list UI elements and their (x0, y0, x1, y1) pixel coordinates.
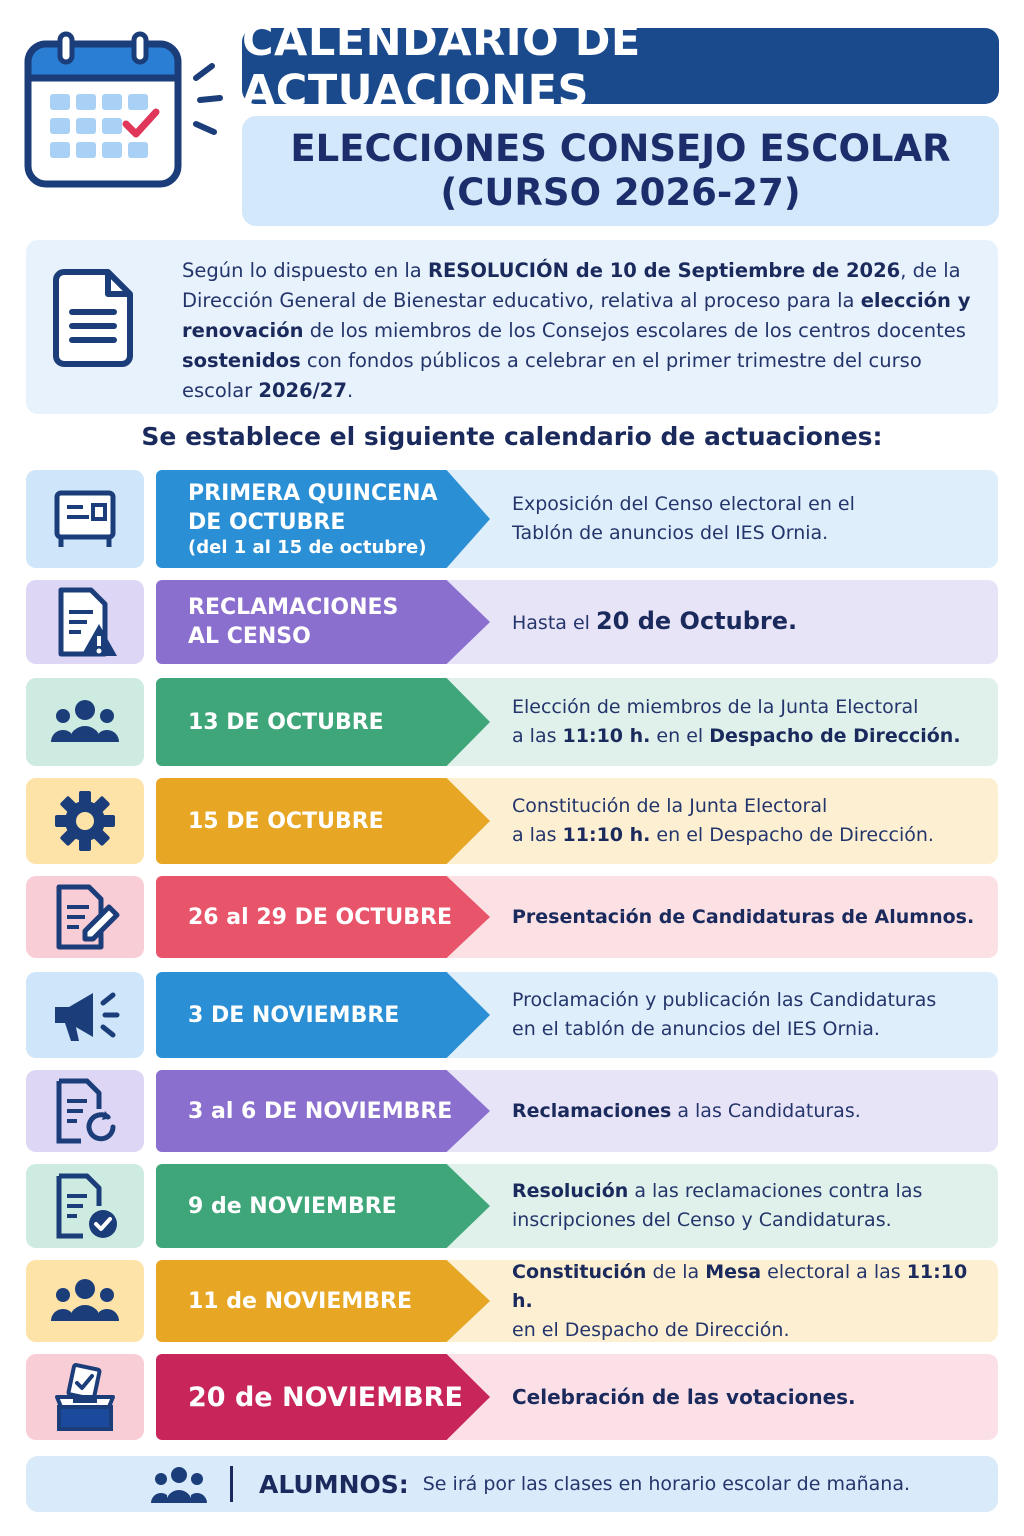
document-warning-icon (26, 580, 144, 664)
date-text: 3 DE NOVIEMBRE (188, 1002, 400, 1028)
intro-bold: sostenidos (182, 349, 301, 372)
desc-part: Hasta el (512, 611, 596, 634)
row-description (512, 1070, 984, 1152)
desc-line (512, 1097, 984, 1126)
desc-part: a las (512, 725, 563, 747)
row-description (512, 580, 984, 664)
date-label (188, 1354, 468, 1440)
calendar-row (26, 1070, 998, 1152)
intro-bold: 2026/27 (258, 379, 347, 402)
footer-label: ALUMNOS: (259, 1469, 409, 1499)
desc-bold: Constitución (512, 1260, 647, 1283)
desc-line (512, 1177, 984, 1206)
date-text: 26 al 29 DE OCTUBRE (188, 904, 452, 930)
deadline-date: 20 de Octubre. (595, 606, 798, 635)
calendar-row (26, 876, 998, 958)
desc-line: Tablón de anuncios del IES Ornia. (512, 522, 829, 544)
subtitle-line: ELECCIONES CONSEJO ESCOLAR (290, 127, 951, 170)
row-description (512, 1164, 984, 1248)
document-icon (44, 264, 144, 370)
intro-part: . (346, 379, 354, 402)
page-subtitle (242, 116, 999, 226)
desc-part: electoral a las (761, 1260, 907, 1283)
row-description (512, 1354, 984, 1440)
calendar-row (26, 778, 998, 864)
desc-bold: Resolución (512, 1180, 629, 1202)
notice-board-icon (26, 470, 144, 568)
desc-time: 11:10 h. (512, 1260, 968, 1312)
intro-part: Según lo dispuesto en la (182, 259, 428, 282)
desc-part: a las (512, 824, 563, 846)
document-refresh-icon (26, 1070, 144, 1152)
intro-bold: elección y renovación (182, 289, 971, 342)
desc-time: 11:10 h. (562, 725, 651, 747)
date-label (188, 1164, 468, 1248)
calendar-row (26, 1260, 998, 1342)
row-description (512, 1260, 984, 1342)
subtitle-line: (CURSO 2026-27) (440, 171, 801, 214)
desc-time: 11:10 h. (562, 824, 651, 846)
date-range-text: (del 1 al 15 de octubre) (188, 537, 427, 558)
calendar-row (26, 1164, 998, 1248)
date-text: AL CENSO (188, 624, 311, 649)
intro-box (26, 240, 998, 414)
desc-line (512, 821, 984, 850)
footer-text: Se irá por las clases en horario escolar de mañana. (422, 1473, 911, 1495)
date-label (188, 876, 468, 958)
intro-part: con fondos públicos a celebrar en el primer trimestre del curso escolar (182, 349, 922, 402)
megaphone-icon (26, 972, 144, 1058)
desc-place: Despacho de Dirección. (709, 725, 961, 747)
desc-line (512, 607, 984, 638)
desc-part: en el Despacho de Dirección. (650, 824, 934, 846)
intro-part: , de la Dirección General de Bienestar educativo, relativa al proceso para la (182, 259, 961, 312)
desc-part: en el (650, 725, 710, 747)
desc-bold: Reclamaciones (512, 1099, 672, 1122)
date-text: 3 al 6 DE NOVIEMBRE (188, 1098, 453, 1124)
desc-line: Proclamación y publicación las Candidaturas (512, 989, 937, 1011)
desc-bold: Mesa (705, 1260, 762, 1283)
calendar-row (26, 470, 998, 568)
desc-line: en el tablón de anuncios del IES Ornia. (512, 1018, 880, 1040)
edit-document-icon (26, 876, 144, 958)
date-label (188, 678, 468, 766)
group-icon (150, 1463, 208, 1505)
date-label (188, 1260, 468, 1342)
date-text: 11 de NOVIEMBRE (188, 1288, 412, 1314)
group-icon (26, 678, 144, 766)
row-description (512, 678, 984, 766)
desc-part: a las Candidaturas. (671, 1099, 861, 1122)
calendar-row (26, 678, 998, 766)
desc-line: Elección de miembros de la Junta Electoral (512, 696, 919, 718)
page-title: CALENDARIO DE ACTUACIONES (242, 28, 999, 104)
row-description (512, 876, 984, 958)
calendar-row (26, 972, 998, 1058)
date-text: RECLAMACIONES (188, 595, 399, 620)
row-description (512, 972, 984, 1058)
desc-line: Presentación de Candidaturas de Alumnos. (512, 905, 975, 928)
calendar-row (26, 1354, 998, 1440)
intro-part: de los miembros de los Consejos escolares de los centros docentes (303, 319, 966, 342)
date-text: 20 de NOVIEMBRE (188, 1381, 463, 1413)
date-text: PRIMERA QUINCENA (188, 481, 438, 506)
desc-line: Exposición del Censo electoral en el (512, 493, 855, 515)
date-label (188, 580, 468, 664)
desc-line: inscripciones del Censo y Candidaturas. (512, 1209, 892, 1231)
divider (230, 1466, 233, 1502)
desc-line: Celebración de las votaciones. (512, 1384, 856, 1409)
intro-text (182, 256, 990, 406)
desc-line (512, 1258, 984, 1316)
date-text: 15 DE OCTUBRE (188, 808, 384, 834)
document-check-icon (26, 1164, 144, 1248)
resolution-reference: RESOLUCIÓN de 10 de Septiembre de 2026 (427, 259, 901, 282)
date-label (188, 778, 468, 864)
group-icon (26, 1260, 144, 1342)
calendar-lead: Se establece el siguiente calendario de actuaciones: (141, 422, 883, 451)
desc-line (512, 722, 984, 751)
date-label (188, 470, 468, 568)
desc-line: en el Despacho de Dirección. (512, 1318, 790, 1341)
date-text: 13 DE OCTUBRE (188, 709, 384, 735)
desc-part: de la (646, 1260, 706, 1283)
ballot-box-icon (26, 1354, 144, 1440)
desc-part: a las reclamaciones contra las (628, 1180, 923, 1202)
date-text: DE OCTUBRE (188, 510, 346, 535)
row-description (512, 470, 984, 568)
date-label (188, 1070, 468, 1152)
date-text: 9 de NOVIEMBRE (188, 1193, 397, 1219)
footer-note (26, 1456, 998, 1512)
gear-icon (26, 778, 144, 864)
calendar-row (26, 580, 998, 664)
calendar-icon (22, 26, 232, 196)
date-label (188, 972, 468, 1058)
row-description (512, 778, 984, 864)
desc-line: Constitución de la Junta Electoral (512, 795, 828, 817)
